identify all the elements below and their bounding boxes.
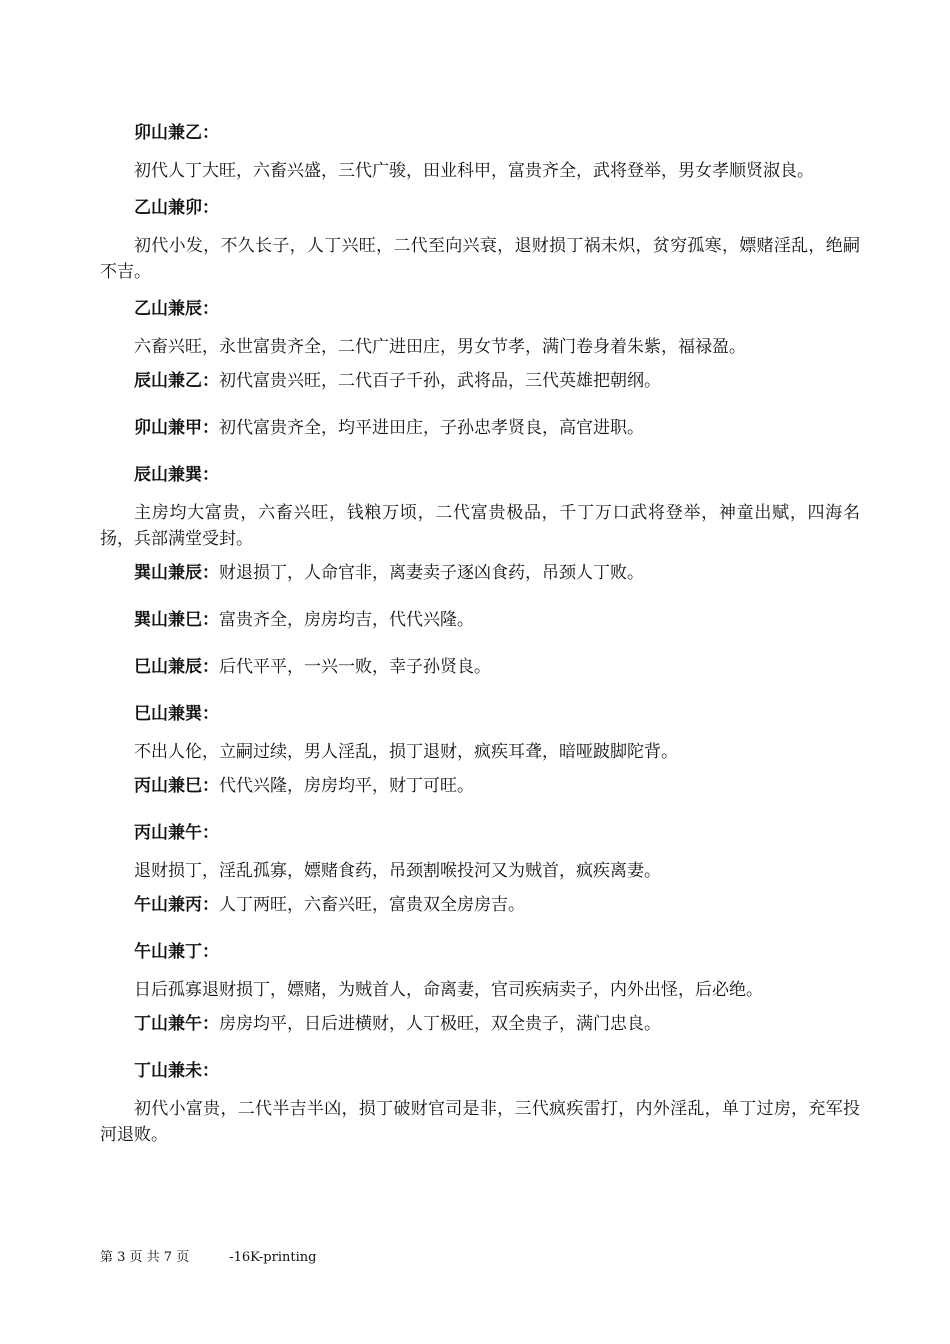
entry bbox=[100, 368, 860, 394]
entry bbox=[100, 820, 860, 884]
entry bbox=[100, 195, 860, 285]
entry bbox=[100, 462, 860, 552]
entry bbox=[100, 701, 860, 765]
entry-heading: 辰山兼乙： bbox=[134, 371, 219, 391]
entry bbox=[100, 773, 860, 799]
entry-heading: 乙山兼卯： bbox=[134, 198, 219, 218]
entry-text: 初代小发，不久长子，人丁兴旺，二代至向兴衰，退财损丁祸未炽，贫穷孤寒，嫖赌淫乱，绝嗣不吉。 bbox=[100, 236, 860, 282]
entry-text: 初代人丁大旺，六畜兴盛，三代广骏，田业科甲，富贵齐全，武将登举，男女孝顺贤淑良。 bbox=[134, 161, 814, 181]
entry-heading: 午山兼丁： bbox=[134, 942, 219, 962]
entry-text: 初代富贵齐全，均平进田庄，子孙忠孝贤良，高官进职。 bbox=[219, 418, 644, 438]
entry-heading: 巽山兼巳： bbox=[134, 610, 219, 630]
entry bbox=[100, 415, 860, 441]
entry-heading: 丙山兼巳： bbox=[134, 776, 219, 796]
entry-text: 财退损丁，人命官非，离妻卖子逐凶食药，吊颈人丁败。 bbox=[219, 563, 644, 583]
entry-heading: 丁山兼午： bbox=[134, 1014, 219, 1034]
entry-row bbox=[100, 892, 860, 918]
entry-text: 代代兴隆，房房均平，财丁可旺。 bbox=[219, 776, 474, 796]
entry-text: 初代富贵兴旺，二代百子千孙，武将品，三代英雄把朝纲。 bbox=[219, 371, 661, 391]
entry-text: 不出人伦，立嗣过续，男人淫乱，损丁退财，疯疾耳聋，暗哑跛脚陀背。 bbox=[134, 742, 678, 762]
entry bbox=[100, 607, 860, 633]
entry-heading: 辰山兼巽： bbox=[134, 465, 219, 485]
entry-heading: 乙山兼辰： bbox=[134, 299, 219, 319]
entry bbox=[100, 939, 860, 1003]
entry-heading: 巽山兼辰： bbox=[134, 563, 219, 583]
print-tag: -16K-printing bbox=[229, 1250, 317, 1265]
entry-heading: 午山兼丙： bbox=[134, 895, 219, 915]
entry-row bbox=[100, 773, 860, 799]
entry-text: 房房均平，日后进横财，人丁极旺，双全贵子，满门忠良。 bbox=[219, 1014, 661, 1034]
entry-text: 主房均大富贵，六畜兴旺，钱粮万顷，二代富贵极品，千丁万口武将登举，神童出赋，四海名扬，兵部满堂受封。 bbox=[100, 503, 860, 549]
entry bbox=[100, 654, 860, 680]
page-footer bbox=[100, 1249, 316, 1267]
entry-row bbox=[100, 560, 860, 586]
entry-heading: 丁山兼未： bbox=[134, 1061, 219, 1081]
entry bbox=[100, 1011, 860, 1037]
entry-heading: 巳山兼辰： bbox=[134, 657, 219, 677]
entry-heading: 巳山兼巽： bbox=[134, 704, 219, 724]
entry bbox=[100, 120, 860, 184]
entry bbox=[100, 1058, 860, 1148]
entry bbox=[100, 296, 860, 360]
entry-text: 富贵齐全，房房均吉，代代兴隆。 bbox=[219, 610, 474, 630]
entry-heading: 丙山兼午： bbox=[134, 823, 219, 843]
entry-text: 六畜兴旺，永世富贵齐全，二代广进田庄，男女节孝，满门卷身着朱紫，福禄盈。 bbox=[134, 337, 746, 357]
entry-row bbox=[100, 368, 860, 394]
entry-row bbox=[100, 1011, 860, 1037]
entries-list bbox=[100, 120, 860, 1159]
entry-text: 退财损丁，淫乱孤寡，嫖赌食药，吊颈割喉投河又为贼首，疯疾离妻。 bbox=[134, 861, 661, 881]
entry-heading: 卯山兼甲： bbox=[134, 418, 219, 438]
entry bbox=[100, 560, 860, 586]
entry-heading: 卯山兼乙： bbox=[134, 123, 219, 143]
entry-text: 初代小富贵，二代半吉半凶，损丁破财官司是非，三代疯疾雷打，内外淫乱，单丁过房，充军投河退败。 bbox=[100, 1099, 860, 1145]
entry-text: 后代平平，一兴一败，幸子孙贤良。 bbox=[219, 657, 491, 677]
entry-row bbox=[100, 415, 860, 441]
entry-text: 日后孤寡退财损丁，嫖赌，为贼首人，命离妻，官司疾病卖子，内外出怪，后必绝。 bbox=[134, 980, 763, 1000]
entry-text: 人丁两旺，六畜兴旺，富贵双全房房吉。 bbox=[219, 895, 525, 915]
entry bbox=[100, 892, 860, 918]
entry-row bbox=[100, 654, 860, 680]
entry-row bbox=[100, 607, 860, 633]
page-number: 第 3 页 共 7 页 bbox=[100, 1250, 190, 1265]
